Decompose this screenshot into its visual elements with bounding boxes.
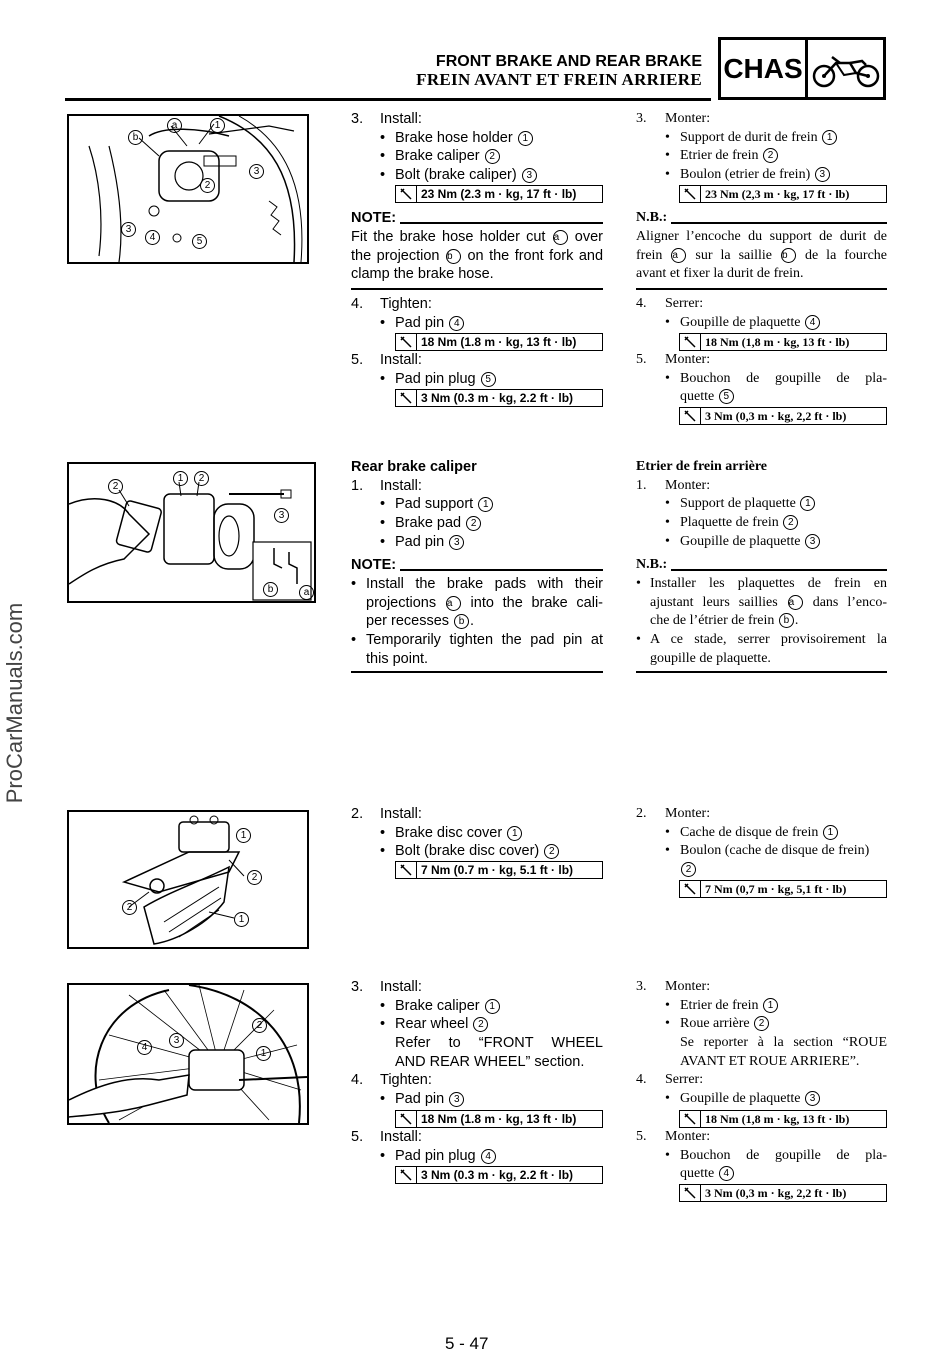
fig3-callout: 2: [122, 900, 137, 915]
note-text: Aligner l’encoche du support de durit de: [636, 229, 887, 244]
torque-value: 23 Nm (2.3 m · kg, 17 ft · lb): [421, 186, 577, 201]
wrench-icon: [396, 334, 417, 350]
item-label: Pad pin plug: [395, 1147, 476, 1164]
section2-en-note: • Install the brake pads with their projections a into the brake cali- per recesses b . • Temporarily tighten the pad pin at this point.: [351, 576, 604, 667]
section2-fr: Etrier de frein arrière 1. Monter: • Support de plaquette 1 • Plaquette de frein 2 • Goupille de plaquette 3: [636, 458, 887, 551]
note-heading: [636, 557, 887, 575]
torque-spec: [395, 333, 603, 351]
fig1-callout: 4: [145, 230, 160, 245]
note-text: per recesses: [366, 613, 450, 630]
step-number: 5.: [351, 1129, 364, 1145]
section3-en: 2. Install: • Brake disc cover 1 • Bolt (brake disc cover) 2: [351, 805, 603, 861]
note-end-rule: [351, 288, 603, 290]
step-number: 5.: [636, 1129, 647, 1144]
fig4-callout: 4: [137, 1040, 152, 1055]
note-callout: a: [553, 230, 568, 245]
note-text: goupille de plaquette.: [650, 650, 771, 666]
watermark: ProCarManuals.com: [2, 602, 27, 804]
fig1-callout: 3: [121, 222, 136, 237]
wrench-icon: [396, 862, 417, 878]
figure-rear-wheel-caliper: [67, 983, 309, 1125]
torque-spec: [395, 389, 603, 407]
note-label: N.B.:: [636, 557, 668, 573]
step-label: Install:: [380, 806, 422, 822]
note-label: NOTE:: [351, 210, 397, 227]
item-callout: 1: [800, 496, 815, 511]
step-label: Monter:: [665, 352, 711, 367]
step-label: Serrer:: [665, 1072, 704, 1088]
fig3-callout: 1: [234, 912, 249, 927]
step-number: 4.: [636, 296, 647, 311]
step-label: Monter:: [665, 806, 711, 821]
fig2-callout: b: [263, 582, 278, 597]
note-text: A ce stade, serrer provisoirement la: [650, 632, 887, 648]
section4-en: 3. Install: • Brake caliper 1 • Rear wheel 2 Refer to “FRONT WHEEL AND REAR WHEEL” section. 4. Tighten: • Pad pin 3: [351, 979, 603, 1108]
section1-en-b: 4. Tighten: • Pad pin 4: [351, 295, 603, 332]
wrench-icon: [396, 1167, 417, 1183]
torque-value: 3 Nm (0.3 m · kg, 2.2 ft · lb): [421, 1167, 574, 1182]
item-label: Boulon (etrier de frein): [680, 167, 811, 183]
fig2-callout: 2: [108, 479, 123, 494]
step-number: 3.: [636, 111, 647, 126]
note-heading: [636, 210, 887, 228]
fig1-callout: 2: [200, 178, 215, 193]
step-number: 1.: [351, 477, 364, 494]
section4-fr: 3. Monter: • Etrier de frein 1 • Roue arrière 2 Se reporter à la section “ROUE AVANT ET ROUE ARRIERE”. 4. Serrer: • Goupille de plaquette 3: [636, 979, 887, 1107]
item-callout: 2: [544, 844, 559, 859]
note-end-rule: [351, 671, 603, 673]
note-text: Fit the brake hose holder cut: [351, 229, 546, 245]
step-number: 1.: [636, 477, 647, 493]
note-text: over: [574, 229, 604, 245]
note-label: NOTE:: [351, 557, 397, 574]
note-text: into the brake cali-: [470, 594, 604, 611]
reference-text: Refer to “FRONT WHEEL: [395, 1035, 603, 1052]
note-callout: a: [671, 248, 686, 263]
step-number: 3.: [351, 979, 364, 995]
torque-spec: [395, 861, 603, 879]
section4-en-b: 5. Install: • Pad pin plug 4: [351, 1128, 603, 1165]
torque-spec: [679, 407, 887, 425]
step-number: 4.: [351, 296, 364, 312]
figure-front-caliper: [67, 114, 309, 264]
section1-fr-note: [636, 228, 887, 284]
item-callout: 3: [449, 535, 464, 550]
step-label: Install:: [380, 352, 422, 368]
section-heading: Etrier de frein arrière: [636, 459, 767, 474]
header-rule: [65, 98, 711, 101]
torque-value: 3 Nm (0,3 m · kg, 2,2 ft · lb): [705, 1185, 847, 1200]
wrench-icon: [680, 408, 701, 424]
item-label: Support de plaquette: [680, 496, 796, 512]
fig2-callout: a: [299, 585, 314, 600]
note-text: de la fourche: [804, 247, 888, 263]
wrench-icon: [680, 186, 701, 202]
step-number: 2.: [351, 806, 364, 822]
item-callout: 2: [681, 862, 696, 877]
note-callout: a: [788, 595, 803, 610]
note-text: Installer les plaquettes de frein en: [650, 576, 887, 591]
section1-en-note: [351, 228, 603, 284]
note-heading: [351, 557, 603, 575]
wrench-icon: [680, 334, 701, 350]
note-text: the projection: [351, 247, 440, 264]
item-callout: 3: [522, 168, 537, 183]
item-label: Boulon (cache de disque de frein): [680, 843, 870, 859]
chapter-box: [718, 37, 886, 100]
item-label: Support de durit de frein: [680, 129, 818, 145]
wrench-icon: [680, 881, 701, 897]
torque-spec: [679, 185, 887, 203]
note-text: sur la saillie: [695, 247, 773, 263]
item-callout: 5: [719, 389, 734, 404]
note-text: Install the brake pads with their: [366, 576, 603, 592]
item-callout: 2: [754, 1016, 769, 1031]
fig2-callout: 1: [173, 471, 188, 486]
fig1-callout: 1: [210, 118, 225, 133]
item-label: Plaquette de frein: [680, 515, 779, 531]
section3-fr: 2. Monter: • Cache de disque de frein 1 • Boulon (cache de disque de frein) 2: [636, 806, 870, 876]
figure-disc-cover: [67, 810, 309, 949]
torque-value: 3 Nm (0,3 m · kg, 2,2 ft · lb): [705, 408, 847, 423]
section4-fr-b: 5. Monter: • Bouchon de goupille de pla- quette 4: [636, 1129, 887, 1182]
note-text: ajustant leurs saillies: [650, 594, 778, 610]
item-callout: 1: [763, 998, 778, 1013]
step-label: Monter:: [665, 979, 711, 994]
note-label: N.B.:: [636, 210, 668, 226]
note-text: .: [794, 613, 799, 629]
note-heading: [351, 210, 603, 228]
section2-en: Rear brake caliper 1. Install: • Pad support 1 • Brake pad 2 • Pad pin 3: [351, 458, 603, 551]
item-callout: 2: [466, 516, 481, 531]
note-text: dans l’enco-: [812, 594, 887, 610]
torque-spec: [395, 1166, 603, 1184]
reference-text: AND REAR WHEEL” section.: [395, 1053, 585, 1070]
item-callout: 1: [823, 825, 838, 840]
item-label: Goupille de plaquette: [680, 314, 801, 330]
item-label: Etrier de frein: [680, 148, 759, 164]
note-text: che de l’étrier de frein: [650, 613, 775, 629]
page-number: 5 - 47: [445, 1334, 489, 1353]
step-number: 3.: [636, 979, 647, 994]
item-label: Pad pin plug: [395, 370, 476, 387]
fig1-callout: a: [167, 118, 182, 133]
step-number: 5.: [351, 352, 364, 368]
note-end-rule: [636, 671, 887, 673]
section2-fr-note: • Installer les plaquettes de frein en ajustant leurs saillies a dans l’enco- che de l’étrier de frein b . • A ce stade, serrer provisoirement la goupille de plaquette.: [636, 575, 887, 668]
torque-value: 18 Nm (1,8 m · kg, 13 ft · lb): [705, 1111, 850, 1126]
step-label: Monter:: [665, 1129, 711, 1144]
note-callout: b: [446, 249, 461, 264]
note-text: projections: [366, 594, 437, 611]
step-label: Tighten:: [380, 1072, 432, 1089]
note-text: .: [470, 613, 475, 630]
fig2-callout: 3: [274, 508, 289, 523]
step-label: Monter:: [665, 477, 711, 493]
item-label: quette: [680, 1166, 715, 1182]
item-callout: 3: [815, 167, 830, 182]
note-end-rule: [636, 288, 887, 290]
fig2-callout: 2: [194, 471, 209, 486]
step-label: Serrer:: [665, 296, 704, 311]
item-label: Brake hose holder: [395, 129, 513, 146]
item-label: Roue arrière: [680, 1016, 750, 1032]
note-text: frein: [636, 247, 663, 263]
item-callout: 2: [485, 149, 500, 164]
torque-spec: [679, 880, 887, 898]
torque-value: 18 Nm (1.8 m · kg, 13 ft · lb): [421, 1111, 577, 1126]
step-label: Install:: [380, 111, 422, 127]
item-callout: 4: [719, 1166, 734, 1181]
section-heading: Rear brake caliper: [351, 459, 477, 475]
torque-spec: [395, 185, 603, 203]
wrench-icon: [680, 1111, 701, 1127]
item-label: Bouchon de goupille de pla-: [680, 370, 887, 386]
step-number: 2.: [636, 806, 647, 821]
item-label: Goupille de plaquette: [680, 533, 801, 549]
item-label: Brake disc cover: [395, 824, 503, 841]
item-callout: 2: [473, 1017, 488, 1032]
step-label: Tighten:: [380, 296, 432, 312]
section1-en-c: 5. Install: • Pad pin plug 5: [351, 351, 603, 388]
note-text: clamp the brake hose.: [351, 266, 494, 283]
note-text: on the front fork and: [467, 247, 604, 264]
wrench-icon: [396, 390, 417, 406]
reference-text: Se reporter à la section “ROUE: [680, 1035, 887, 1051]
fig1-callout: 3: [249, 164, 264, 179]
item-callout: 3: [449, 1092, 464, 1107]
section1-fr-c: 5. Monter: • Bouchon de goupille de pla- quette 5: [636, 352, 887, 405]
item-callout: 1: [485, 999, 500, 1014]
item-label: Pad pin: [395, 314, 445, 331]
item-label: Pad support: [395, 496, 474, 513]
item-label: Pad pin: [395, 1091, 445, 1108]
chapter-label: CHAS: [721, 40, 808, 97]
item-callout: 1: [478, 497, 493, 512]
torque-spec: [679, 1184, 887, 1202]
torque-value: 23 Nm (2,3 m · kg, 17 ft · lb): [705, 186, 850, 201]
step-number: 4.: [351, 1072, 364, 1089]
item-callout: 2: [763, 148, 778, 163]
item-label: Bouchon de goupille de pla-: [680, 1147, 887, 1163]
item-label: Goupille de plaquette: [680, 1091, 801, 1107]
step-label: Install:: [380, 477, 422, 494]
item-callout: 3: [805, 1091, 820, 1106]
section1-en: 3. Install: • Brake hose holder 1 • Brake caliper 2 • Bolt (brake caliper) 3: [351, 110, 603, 185]
wrench-icon: [396, 1111, 417, 1127]
item-label: Bolt (brake caliper): [395, 167, 517, 184]
item-callout: 1: [518, 131, 533, 146]
item-label: Bolt (brake disc cover): [395, 843, 540, 860]
item-callout: 2: [783, 515, 798, 530]
item-callout: 5: [481, 372, 496, 387]
item-callout: 3: [805, 534, 820, 549]
torque-value: 18 Nm (1,8 m · kg, 13 ft · lb): [705, 334, 850, 349]
fig1-callout: b: [128, 130, 143, 145]
fig4-callout: 2: [252, 1018, 267, 1033]
item-callout: 4: [805, 315, 820, 330]
reference-text: AVANT ET ROUE ARRIERE”.: [680, 1053, 860, 1069]
step-number: 3.: [351, 111, 364, 127]
item-label: Cache de disque de frein: [680, 824, 819, 840]
note-callout: a: [446, 596, 461, 611]
note-text: Temporarily tighten the pad pin at: [366, 632, 603, 649]
item-callout: 1: [507, 826, 522, 841]
torque-value: 3 Nm (0.3 m · kg, 2.2 ft · lb): [421, 390, 574, 405]
torque-spec: [679, 1110, 887, 1128]
fig3-callout: 1: [236, 828, 251, 843]
section1-fr-b: 4. Serrer: • Goupille de plaquette 4: [636, 295, 887, 332]
item-callout: 4: [449, 316, 464, 331]
step-label: Monter:: [665, 111, 711, 126]
item-label: Etrier de frein: [680, 997, 759, 1013]
motorcycle-icon: [808, 40, 883, 97]
item-callout: 1: [822, 130, 837, 145]
step-number: 5.: [636, 352, 647, 367]
note-callout: b: [781, 248, 796, 263]
section1-fr: 3. Monter: • Support de durit de frein 1 • Etrier de frein 2 • Boulon (etrier de frein) 3: [636, 110, 887, 185]
item-label: Brake caliper: [395, 148, 480, 165]
torque-value: 7 Nm (0,7 m · kg, 5,1 ft · lb): [705, 881, 847, 896]
wrench-icon: [680, 1185, 701, 1201]
item-label: Brake caliper: [395, 997, 480, 1014]
header-title-en: FRONT BRAKE AND REAR BRAKE: [435, 53, 702, 70]
note-callout: b: [779, 613, 794, 628]
fig1-callout: 5: [192, 234, 207, 249]
torque-spec: [679, 333, 887, 351]
torque-value: 7 Nm (0.7 m · kg, 5.1 ft · lb): [421, 862, 574, 877]
fig4-callout: 1: [256, 1046, 271, 1061]
figure-rear-caliper-pads: [67, 462, 316, 603]
torque-value: 18 Nm (1.8 m · kg, 13 ft · lb): [421, 334, 577, 349]
wrench-icon: [396, 186, 417, 202]
item-label: Pad pin: [395, 533, 445, 550]
fig4-callout: 3: [169, 1033, 184, 1048]
step-number: 4.: [636, 1072, 647, 1088]
note-callout: b: [454, 614, 469, 629]
item-label: Rear wheel: [395, 1016, 469, 1033]
item-label: quette: [680, 389, 715, 405]
note-text: this point.: [366, 650, 429, 667]
item-callout: 4: [481, 1149, 496, 1164]
header-title-fr: FREIN AVANT ET FREIN ARRIERE: [416, 70, 702, 89]
torque-spec: [395, 1110, 603, 1128]
item-label: Brake pad: [395, 515, 462, 532]
step-label: Install:: [380, 1129, 422, 1145]
note-text: avant et fixer la durit de frein.: [636, 266, 804, 282]
step-label: Install:: [380, 979, 422, 995]
fig3-callout: 2: [247, 870, 262, 885]
